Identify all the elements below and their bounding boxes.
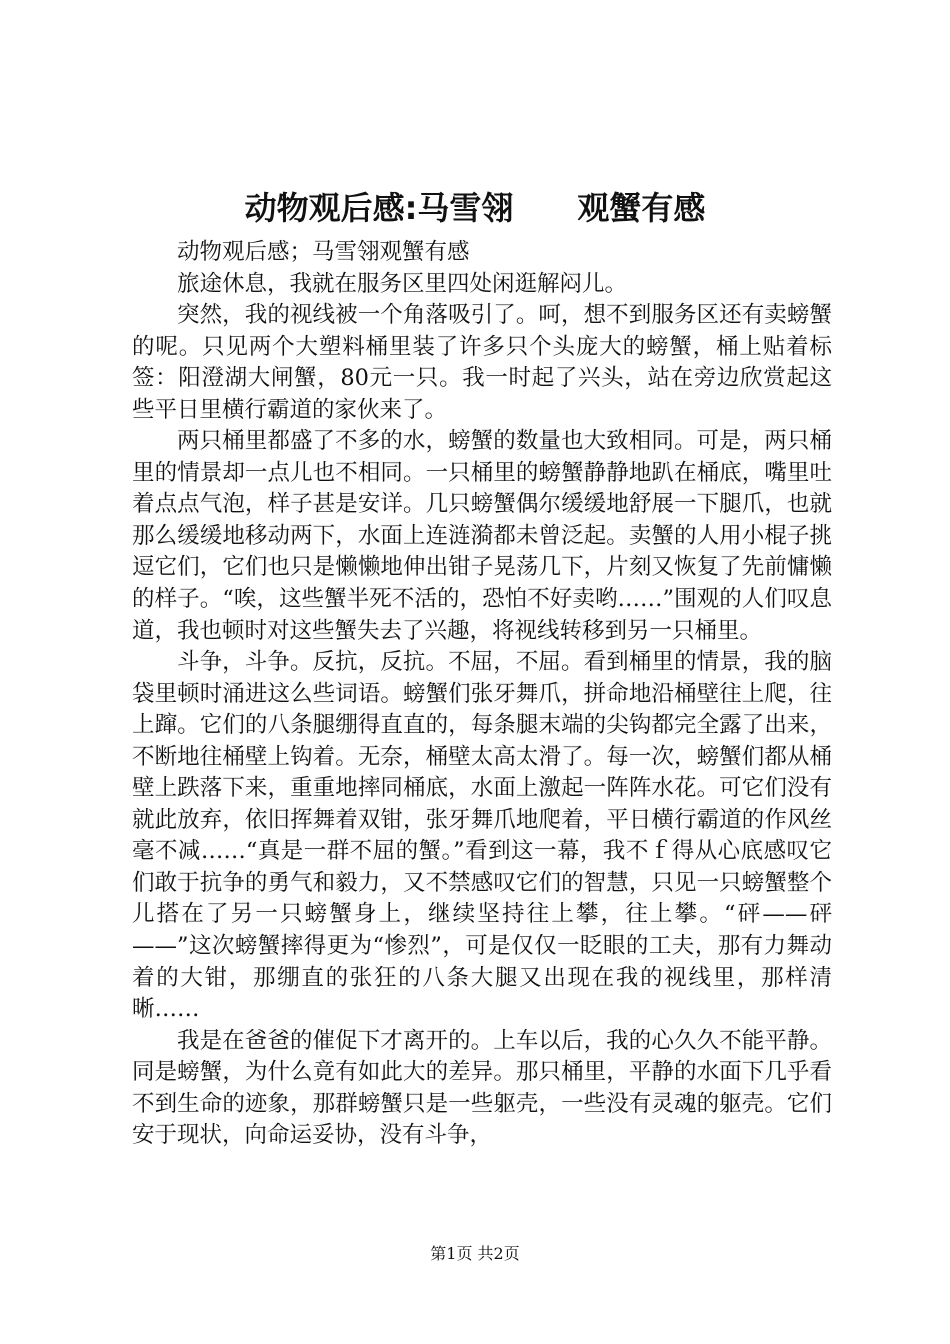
paragraph: 突然，我的视线被一个角落吸引了。呵，想不到服务区还有卖螃蟹的呢。只见两个大塑料桶里装了许多只个头庞大的螃蟹，桶上贴着标签：阳澄湖大闸蟹，80元一只。我一时起了兴头，站在旁边欣赏起这些平日里横行霸道的家伙来了。: [132, 302, 832, 423]
paragraph: 动物观后感；马雪翎观蟹有感: [177, 239, 470, 265]
paragraph: 斗争，斗争。反抗，反抗。不屈，不屈。看到桶里的情景，我的脑袋里顿时涌进这么些词语。螃蟹们张牙舞爪，拼命地沿桶壁往上爬，往上蹿。它们的八条腿绷得直直的，每条腿末端的尖钩都完全露了出来，不断地往桶壁上钩着。无奈，桶壁太高太滑了。每一次，螃蟹们都从桶壁上跌落下来，重重地摔同桶底，水面上激起一阵阵水花。可它们没有就此放弃，依旧挥舞着双钳，张牙舞爪地爬着，平日横行霸道的作风丝毫不减……“真是一群不屈的蟹。”看到这一幕，我不ｆ得从心底感叹它们敢于抗争的勇气和毅力，又不禁感叹它们的智慧，只见一只螃蟹整个儿搭在了另一只螃蟹身上，继续坚持往上攀，往上攀。“砰——砰——”这次螃蟹摔得更为“惨烈”，可是仅仅一眨眼的工夫，那有力舞动着的大钳，那绷直的张狂的八条大腿又出现在我的视线里，那样清晰……: [132, 649, 832, 1023]
page-footer: 第1页 共2页: [430, 1244, 520, 1263]
paragraph: 旅途休息，我就在服务区里四处闲逛解闷儿。: [177, 270, 628, 297]
paragraph: 我是在爸爸的催促下才离开的。上车以后，我的心久久不能平静。同是螃蟹，为什么竟有如此大的差异。那只桶里，平静的水面下几乎看不到生命的迹象，那群螃蟹只是一些躯壳，一些没有灵魂的躯壳。它们安于现状，向命运妥协，没有斗争，: [132, 1027, 832, 1149]
paragraph: 两只桶里都盛了不多的水，螃蟹的数量也大致相同。可是，两只桶里的情景却一点儿也不相同。一只桶里的螃蟹静静地趴在桶底，嘴里吐着点点气泡，样子甚是安详。几只螃蟹偶尔缓缓地舒展一下腿爪，也就那么缓缓地移动两下，水面上连涟漪都未曾泛起。卖蟹的人用小棍子挑逗它们，它们也只是懒懒地伸出钳子晃荡几下，片刻又恢复了先前慵懒的样子。“唉，这些蟹半死不活的，恐怕不好卖哟……”围观的人们叹息道，我也顿时对这些蟹失去了兴趣，将视线转移到另一只桶里。: [132, 428, 832, 644]
article-body: [132, 237, 832, 1152]
page-title: 动物观后感:马雪翎 观蟹有感: [244, 189, 706, 227]
